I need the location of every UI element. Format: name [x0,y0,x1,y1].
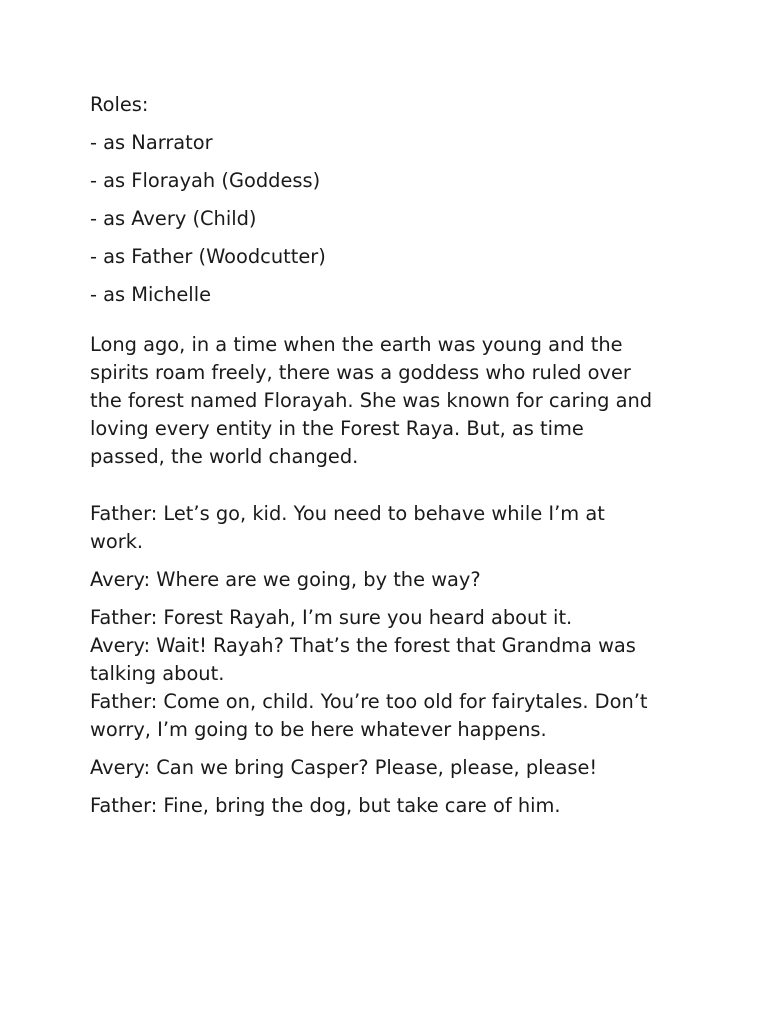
narration-line: loving every entity in the Forest Raya. But, as time [90,417,584,440]
narration-line: passed, the world changed. [90,445,359,468]
dialogue-line: work. [90,530,144,553]
roles-section [90,91,768,309]
dialogue-line: talking about. [90,662,225,685]
narration-line: Long ago, in a time when the earth was young and the [90,333,623,356]
dialogue-paragraph [90,792,768,820]
dialogue-paragraph [90,604,768,744]
role-item: - as Florayah (Goddess) [90,169,321,192]
dialogue-paragraph [90,754,768,782]
role-item: - as Father (Woodcutter) [90,245,326,268]
dialogue-line: worry, I’m going to be here whatever happens. [90,718,547,741]
narration-line: the forest named Florayah. She was known for caring and [90,389,653,412]
dialogue-line: Father: Come on, child. You’re too old for fairytales. Don’t [90,690,648,713]
dialogue-line: Father: Fine, bring the dog, but take care of him. [90,794,561,817]
dialogue-line: Father: Let’s go, kid. You need to behave while I’m at [90,502,605,525]
role-item: - as Narrator [90,131,213,154]
dialogue-paragraph [90,500,768,556]
narration-line: spirits roam freely, there was a goddess who ruled over [90,361,631,384]
dialogue-line: Avery: Can we bring Casper? Please, please, please! [90,756,598,779]
narration-paragraph [90,331,768,471]
dialogue-paragraph [90,566,768,594]
roles-title: Roles: [90,93,149,116]
dialogue-line: Father: Forest Rayah, I’m sure you heard about it. [90,606,573,629]
dialogue-section [90,500,768,820]
dialogue-line: Avery: Wait! Rayah? That’s the forest that Grandma was [90,634,636,657]
dialogue-line: Avery: Where are we going, by the way? [90,568,481,591]
role-item: - as Michelle [90,283,212,306]
role-item: - as Avery (Child) [90,207,257,230]
